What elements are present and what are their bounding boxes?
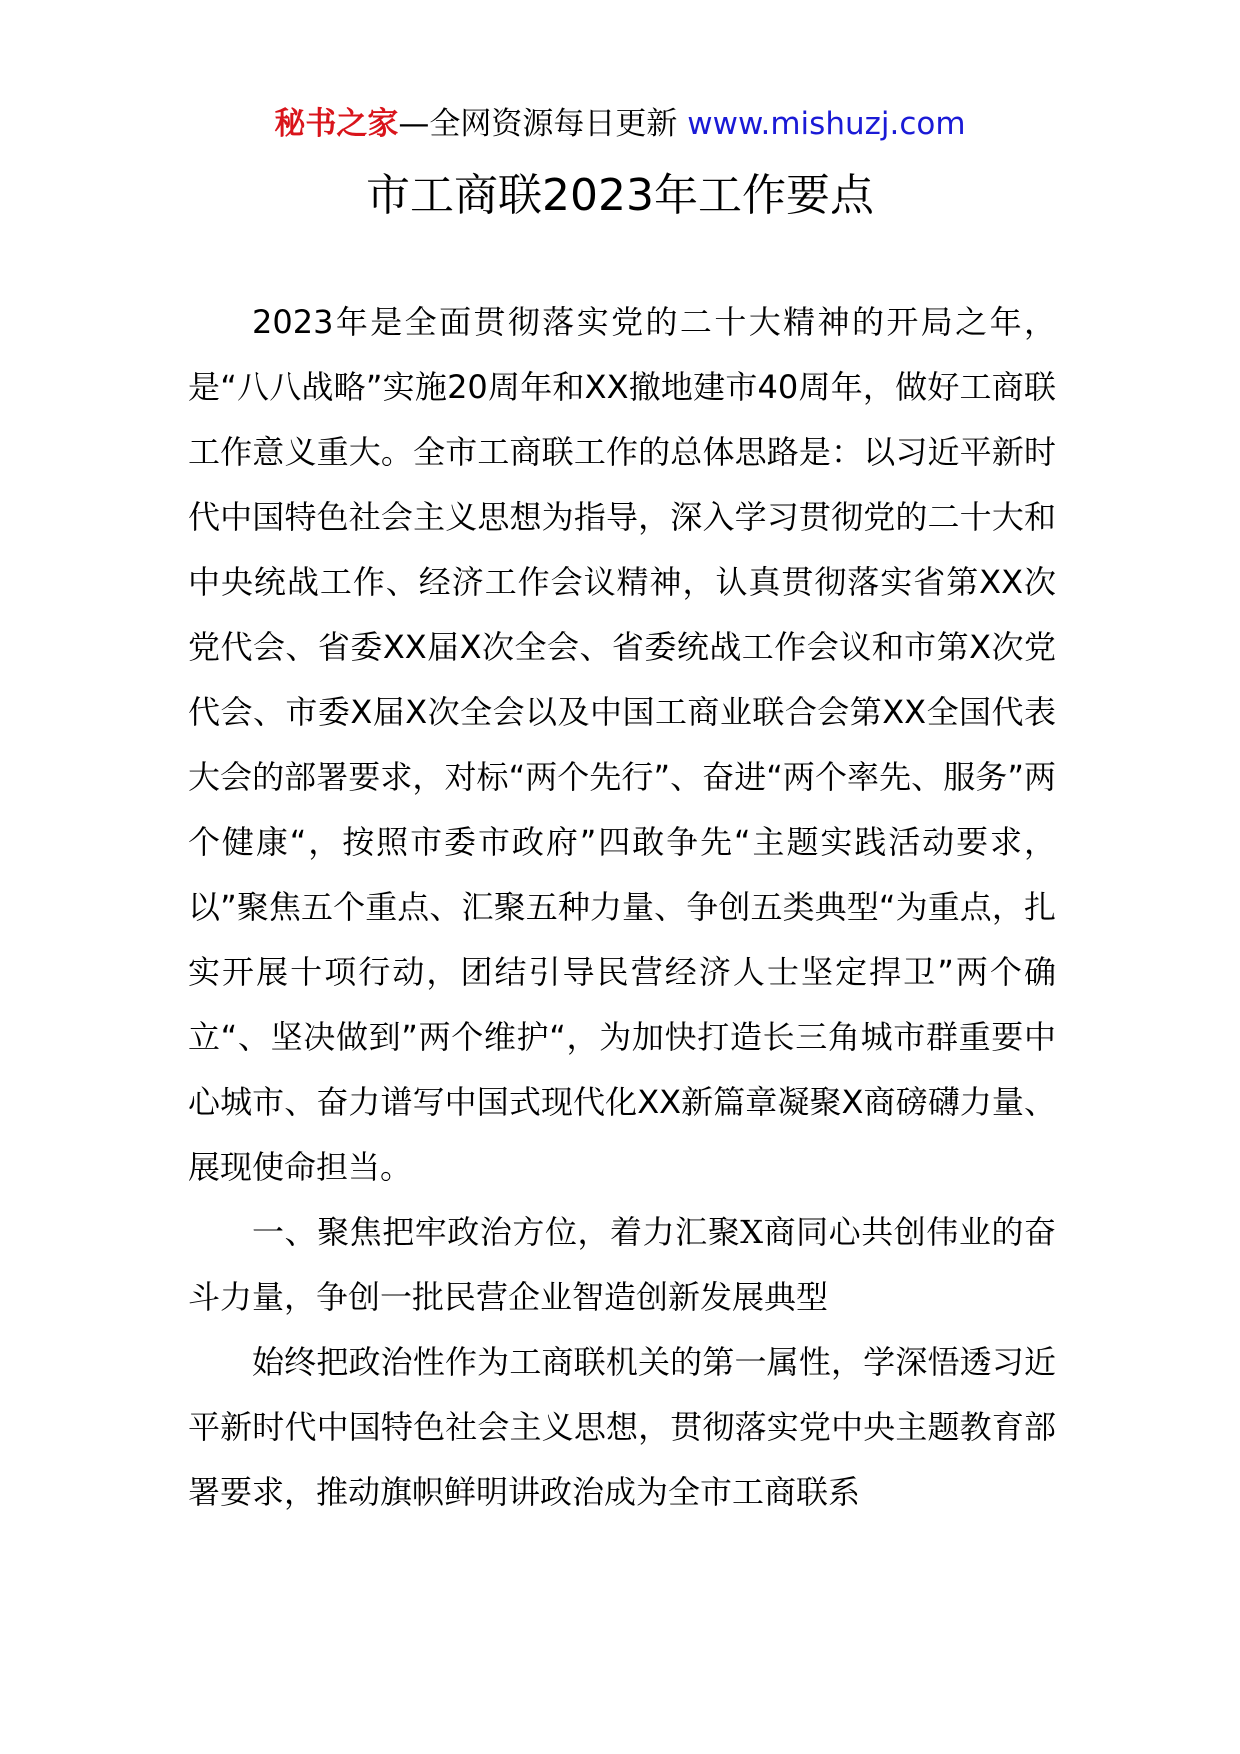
section-heading-1: 一、聚焦把牢政治方位，着力汇聚X商同心共创伟业的奋斗力量，争创一批民营企业智造创新发展典型 bbox=[188, 1213, 1056, 1316]
brand-name: 秘书之家 bbox=[274, 106, 399, 142]
document-body bbox=[188, 290, 1056, 1525]
intro-paragraph: 2023年是全面贯彻落实党的二十大精神的开局之年，是“八八战略”实施20周年和XX撤地建市40周年，做好工商联工作意义重大。全市工商联工作的总体思路是：以习近平新时代中国特色社会主义思想为指导，深入学习贯彻党的二十大和中央统战工作、经济工作会议精神，认真贯彻落实省第XX次党代会、省委XX届X次全会、省委统战工作会议和市第X次党代会、市委X届X次全会以及中国工商业联合会第XX全国代表大会的部署要求，对标“两个先行”、奋进“两个率先、服务”两个健康“，按照市委市政府”四敢争先“主题实践活动要求，以”聚焦五个重点、汇聚五种力量、争创五类典型“为重点，扎实开展十项行动，团结引导民营经济人士坚定捍卫”两个确立“、坚决做到”两个维护“，为加快打造长三角城市群重要中心城市、奋力谱写中国式现代化XX新篇章凝聚X商磅礴力量、展现使命担当。 bbox=[188, 303, 1056, 1186]
site-header-banner bbox=[0, 104, 1240, 144]
site-url-link[interactable]: www.mishuzj.com bbox=[687, 106, 966, 142]
section-1-paragraph: 始终把政治性作为工商联机关的第一属性，学深悟透习近平新时代中国特色社会主义思想，贯彻落实党中央主题教育部署要求，推动旗帜鲜明讲政治成为全市工商联系 bbox=[188, 1343, 1056, 1511]
header-tagline: —全网资源每日更新 bbox=[398, 106, 688, 142]
document-title: 市工商联2023年工作要点 bbox=[366, 170, 874, 221]
